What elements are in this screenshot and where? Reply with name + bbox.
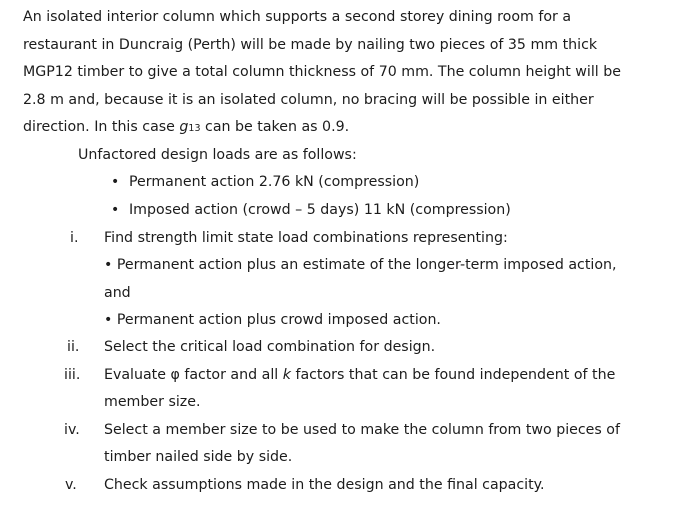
question-numeral-v: v.	[65, 477, 77, 493]
intro-line-3: MGP12 timber to give a total column thickness of 70 mm. The column height will be	[23, 64, 621, 80]
question-iii-pre: Evaluate φ factor and all	[104, 367, 283, 383]
question-i-subline-1: • Permanent action plus an estimate of the longer-term imposed action,	[104, 257, 617, 273]
question-ii-text: Select the critical load combination for design.	[104, 339, 436, 355]
question-numeral-iii: iii.	[64, 367, 81, 383]
g-subscript: 13	[188, 123, 201, 134]
question-iv-text: Select a member size to be used to make the column from two pieces of	[104, 422, 620, 438]
load-item-2: Imposed action (crowd – 5 days) 11 kN (compression)	[129, 202, 511, 218]
intro-line-1: An isolated interior column which supports a second storey dining room for a	[23, 9, 572, 25]
question-i-subline-2: and	[104, 285, 131, 301]
question-iii-line-2: member size.	[104, 394, 201, 410]
question-numeral-iv: iv.	[64, 422, 80, 438]
question-iii-text	[104, 365, 615, 385]
question-numeral-i: i.	[70, 230, 79, 246]
question-numeral-ii: ii.	[67, 339, 80, 355]
loads-heading: Unfactored design loads are as follows:	[78, 147, 357, 163]
intro-line-5-pre: direction. In this case	[23, 119, 180, 135]
load-bullet-1: •	[111, 174, 120, 190]
intro-line-4: 2.8 m and, because it is an isolated column, no bracing will be possible in either	[23, 92, 594, 108]
k-symbol: k	[282, 367, 291, 383]
intro-line-2: restaurant in Duncraig (Perth) will be made by nailing two pieces of 35 mm thick	[23, 37, 598, 53]
question-iii-post: factors that can be found independent of the	[290, 367, 616, 383]
question-i-subline-3: • Permanent action plus crowd imposed action.	[104, 312, 441, 328]
question-v-text: Check assumptions made in the design and the final capacity.	[104, 477, 545, 493]
intro-line-5	[23, 117, 349, 139]
g-symbol: g	[179, 119, 189, 135]
intro-line-5-post: can be taken as 0.9.	[200, 119, 350, 135]
question-iv-line-2: timber nailed side by side.	[104, 449, 293, 465]
load-bullet-2: •	[111, 202, 120, 218]
question-i-text: Find strength limit state load combinations representing:	[104, 230, 508, 246]
load-item-1: Permanent action 2.76 kN (compression)	[129, 174, 420, 190]
